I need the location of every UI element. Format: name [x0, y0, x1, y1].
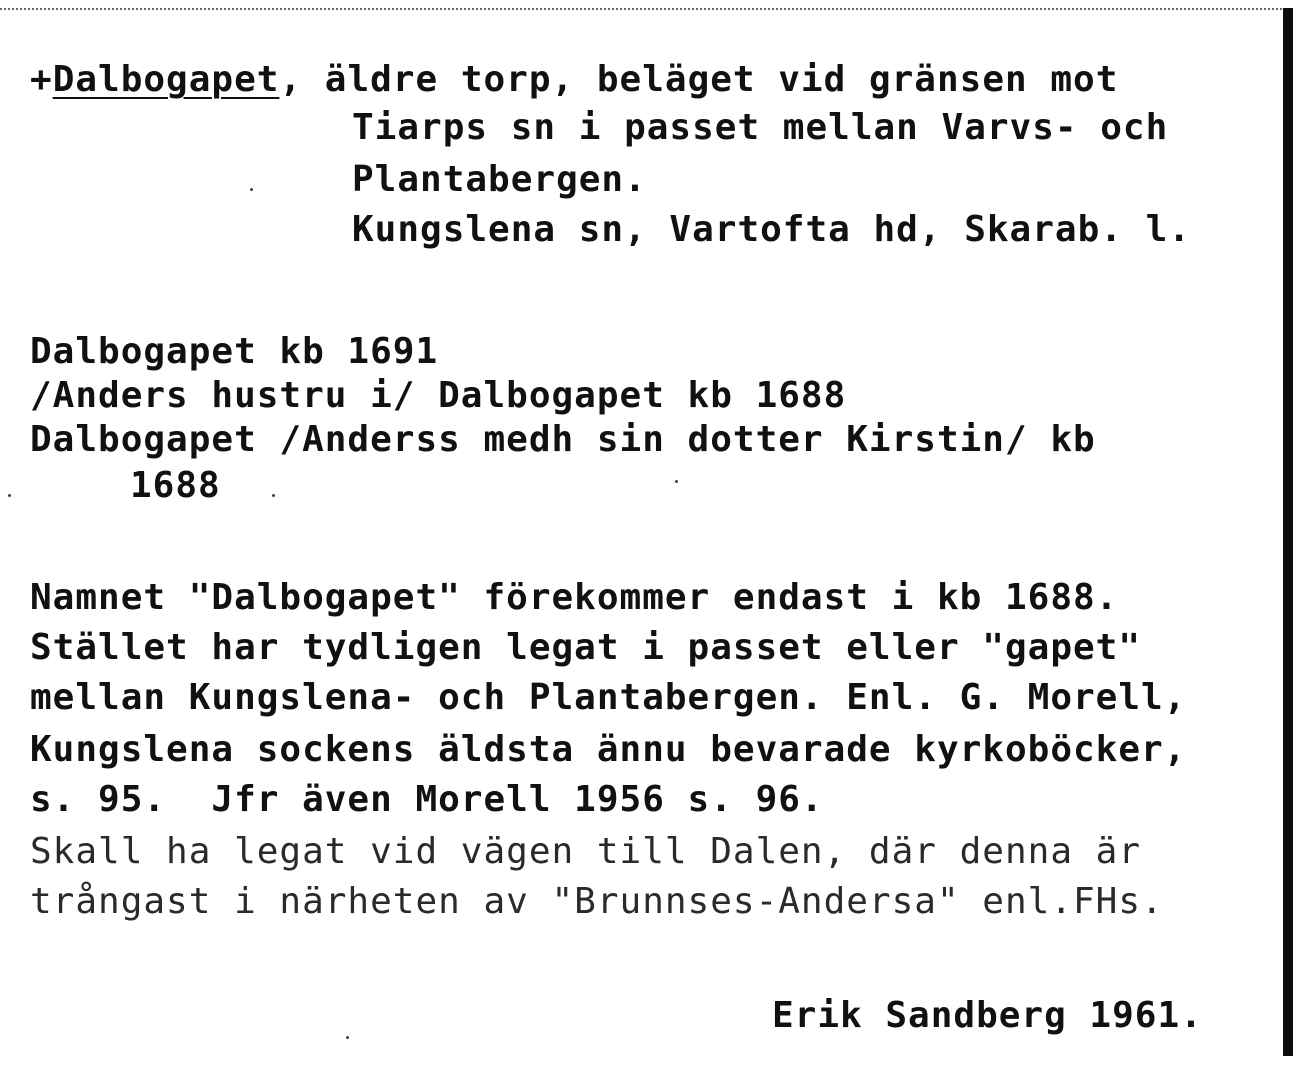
- commentary-line-4: Kungslena sockens äldsta ännu bevarade kyrkoböcker,: [30, 729, 1187, 770]
- record-line-4: 1688: [130, 465, 221, 506]
- commentary-line-5: s. 95. Jfr även Morell 1956 s. 96.: [30, 779, 824, 820]
- header-line-2: Tiarps sn i passet mellan Varvs- och: [352, 107, 1169, 148]
- headword-prefix: +: [30, 59, 53, 100]
- scan-speck: [8, 494, 11, 497]
- scan-speck: [272, 494, 275, 497]
- card-right-edge: [1283, 8, 1293, 1056]
- headword: Dalbogapet: [52, 59, 280, 100]
- addendum-line-1: Skall ha legat vid vägen till Dalen, där denna är: [30, 831, 1142, 872]
- record-line-1: Dalbogapet kb 1691: [30, 331, 439, 372]
- commentary-line-3: mellan Kungslena- och Plantabergen. Enl. G. Morell,: [30, 677, 1187, 718]
- header-line-1: , äldre torp, beläget vid gränsen mot: [279, 59, 1119, 100]
- record-line-2: /Anders hustru i/ Dalbogapet kb 1688: [30, 375, 847, 416]
- card-top-edge: [0, 8, 1290, 10]
- header-line-4: Kungslena sn, Vartofta hd, Skarab. l.: [352, 209, 1191, 250]
- addendum-line-2: trångast i närheten av "Brunnses-Andersa" enl.FHs.: [30, 881, 1164, 922]
- signature: Erik Sandberg 1961.: [772, 995, 1203, 1036]
- record-line-3: Dalbogapet /Anderss medh sin dotter Kirstin/ kb: [30, 419, 1096, 460]
- header-line-3: Plantabergen.: [352, 159, 647, 200]
- scan-speck: [346, 1036, 349, 1039]
- commentary-line-2: Stället har tydligen legat i passet eller "gapet": [30, 627, 1142, 668]
- scan-speck: [675, 480, 678, 483]
- headword-line: [30, 58, 1118, 102]
- commentary-line-1: Namnet "Dalbogapet" förekommer endast i kb 1688.: [30, 577, 1119, 618]
- scan-speck: [250, 188, 253, 191]
